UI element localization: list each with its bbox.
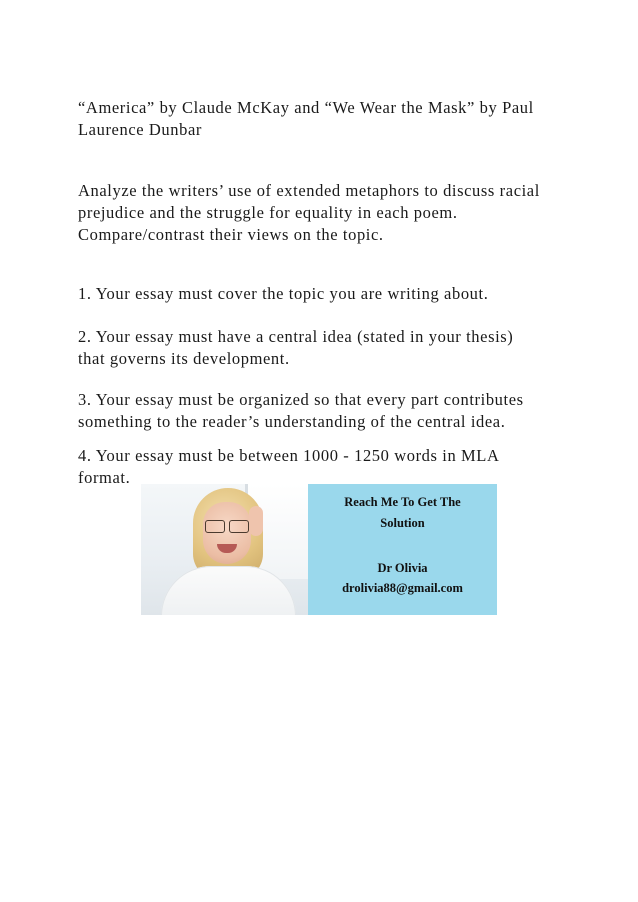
cta-line-2: Solution [380,516,425,530]
contact-box [308,484,497,615]
requirement-item: 4. Your essay must be between 1000 - 1250 words in MLA format. [78,446,500,487]
contact-banner [141,484,497,615]
cta-line-1: Reach Me To Get The [344,495,461,509]
requirement-item: 1. Your essay must cover the topic you are writing about. [78,284,489,303]
requirement-item: 3. Your essay must be organized so that every part contributes something to the reader’s understanding of the central idea. [78,390,524,431]
woman-photo [141,484,308,615]
glasses-icon [205,520,249,532]
requirement-item: 2. Your essay must have a central idea (stated in your thesis) that governs its development. [78,327,514,368]
essay-prompt: Analyze the writers’ use of extended metaphors to discuss racial prejudice and the struggle for equality in each poem. Compare/contrast their views on the topic. [78,181,540,244]
contact-name: Dr Olivia [377,561,428,575]
contact-email: drolivia88@gmail.com [342,581,463,595]
essay-title: “America” by Claude McKay and “We Wear the Mask” by Paul Laurence Dunbar [78,98,534,139]
